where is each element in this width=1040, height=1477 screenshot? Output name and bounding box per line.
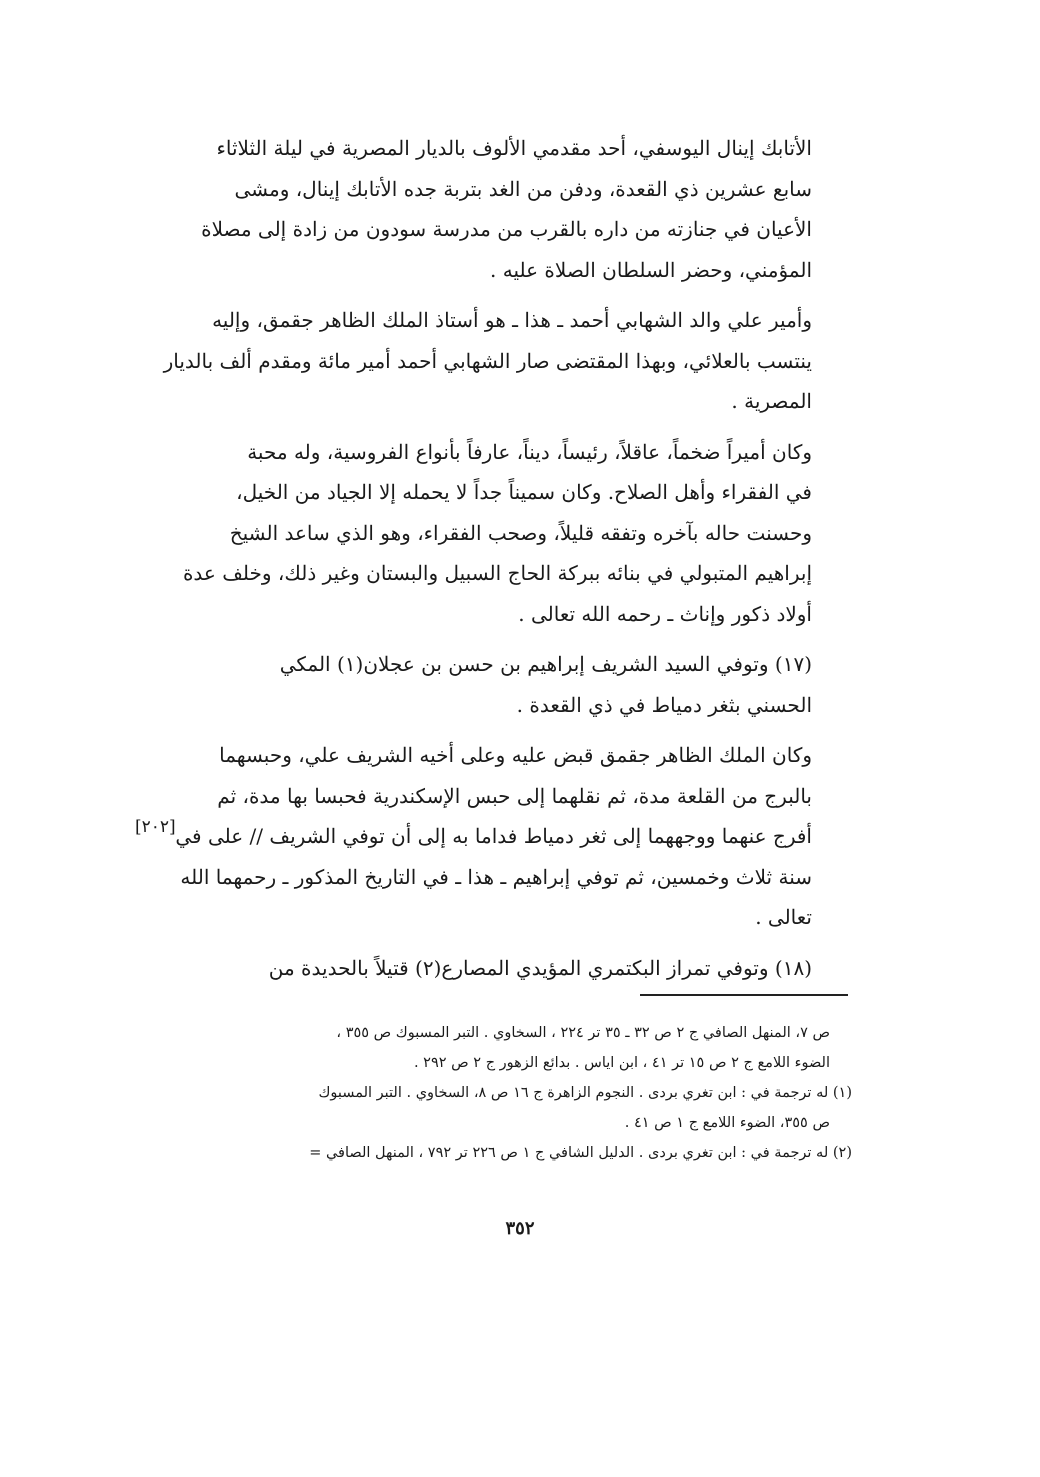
- paragraph-3: [150, 432, 850, 635]
- text-line: أفرج عنهما ووجههما إلى ثغر دمياط فداما به إلى أن توفي الشريف // على في: [175, 824, 812, 848]
- text-line: وكان الملك الظاهر جقمق قبض عليه وعلى أخيه الشريف علي، وحبسهما: [219, 743, 812, 767]
- text-line: أولاد ذكور وإناث ـ رحمه الله تعالى .: [518, 601, 812, 626]
- text-line: (١٨) وتوفي تمراز البكتمري المؤيدي المصارع(٢) قتيلاً بالحديدة من: [268, 955, 812, 980]
- footnote-separator: [640, 994, 848, 996]
- paragraph-5: [150, 735, 850, 938]
- text-line: بالبرج من القلعة مدة، ثم نقلهما إلى حبس الإسكندرية فحبسا بها مدة، ثم: [217, 783, 812, 808]
- text-line: تعالى .: [755, 905, 812, 929]
- paragraph-2: [150, 300, 850, 422]
- paragraph-1: [150, 128, 850, 290]
- text-line: ينتسب بالعلائي، وبهذا المقتضى صار الشهابي أحمد أمير مائة ومقدم ألف بالديار: [163, 348, 812, 373]
- text-line: الحسني بثغر دمياط في ذي القعدة .: [516, 692, 812, 717]
- main-text: [150, 128, 850, 998]
- footnote-line: ص ٧، المنهل الصافي ج ٢ ص ٣٢ ـ ٣٥ تر ٢٢٤ ، السخاوي . التبر المسبوك ص ٣٥٥ ،: [336, 1025, 830, 1041]
- text-line: وأمير علي والد الشهابي أحمد ـ هذا ـ هو أستاذ الملك الظاهر جقمق، وإليه: [212, 308, 812, 332]
- text-line: الأعيان في جنازته من داره بالقرب من مدرسة سودون من زادة إلى مصلاة: [201, 217, 812, 241]
- footnote-line: ص ٣٥٥، الضوء اللامع ج ١ ص ٤١ .: [624, 1115, 830, 1131]
- text-line: في الفقراء وأهل الصلاح. وكان سميناً جداً لا يحمله إلا الجياد من الخيل،: [236, 480, 812, 504]
- text-line: إبراهيم المتبولي في بنائه ببركة الحاج السبيل والبستان وغير ذلك، وخلف عدة: [182, 561, 812, 585]
- footnote-line: الضوء اللامع ج ٢ ص ١٥ تر ٤١ ، ابن اياس . بدائع الزهور ج ٢ ص ٢٩٢ .: [413, 1055, 830, 1071]
- text-line: الأتابك إينال اليوسفي، أحد مقدمي الألوف بالديار المصرية في ليلة الثلاثاء: [216, 136, 812, 160]
- text-line: سابع عشرين ذي القعدة، ودفن من الغد بتربة جده الأتابك إينال، ومشى: [234, 176, 812, 201]
- margin-page-reference: [٢٠٢]: [135, 817, 176, 837]
- paragraph-6: [150, 948, 850, 989]
- text-line: المؤمني، وحضر السلطان الصلاة عليه .: [490, 257, 812, 282]
- text-line: (١٧) وتوفي السيد الشريف إبراهيم بن حسن بن عجلان(١) المكي: [279, 652, 812, 676]
- text-line: وكان أميراً ضخماً، عاقلاً، رئيساً، ديناً، عارفاً بأنواع الفروسية، وله محبة: [247, 439, 812, 464]
- paragraph-4: [150, 644, 850, 725]
- page-number: ٣٥٢: [505, 1218, 535, 1239]
- footnote-line: (١) له ترجمة في : ابن تغري بردى . النجوم الزاهرة ج ١٦ ص ٨، السخاوي . التبر المسبوك: [318, 1085, 852, 1101]
- footnote-line: (٢) له ترجمة في : ابن تغري بردى . الدليل الشافي ج ١ ص ٢٢٦ تر ٧٩٢ ، المنهل الصافي =: [309, 1145, 852, 1161]
- text-line: المصرية .: [731, 389, 812, 413]
- text-line: وحسنت حاله بآخره وتفقه قليلاً، وصحب الفقراء، وهو الذي ساعد الشيخ: [229, 520, 812, 545]
- text-line: سنة ثلاث وخمسين، ثم توفي إبراهيم ـ هذا ـ في التاريخ المذكور ـ رحمهما الله: [180, 864, 812, 889]
- footnotes: [130, 1018, 852, 1168]
